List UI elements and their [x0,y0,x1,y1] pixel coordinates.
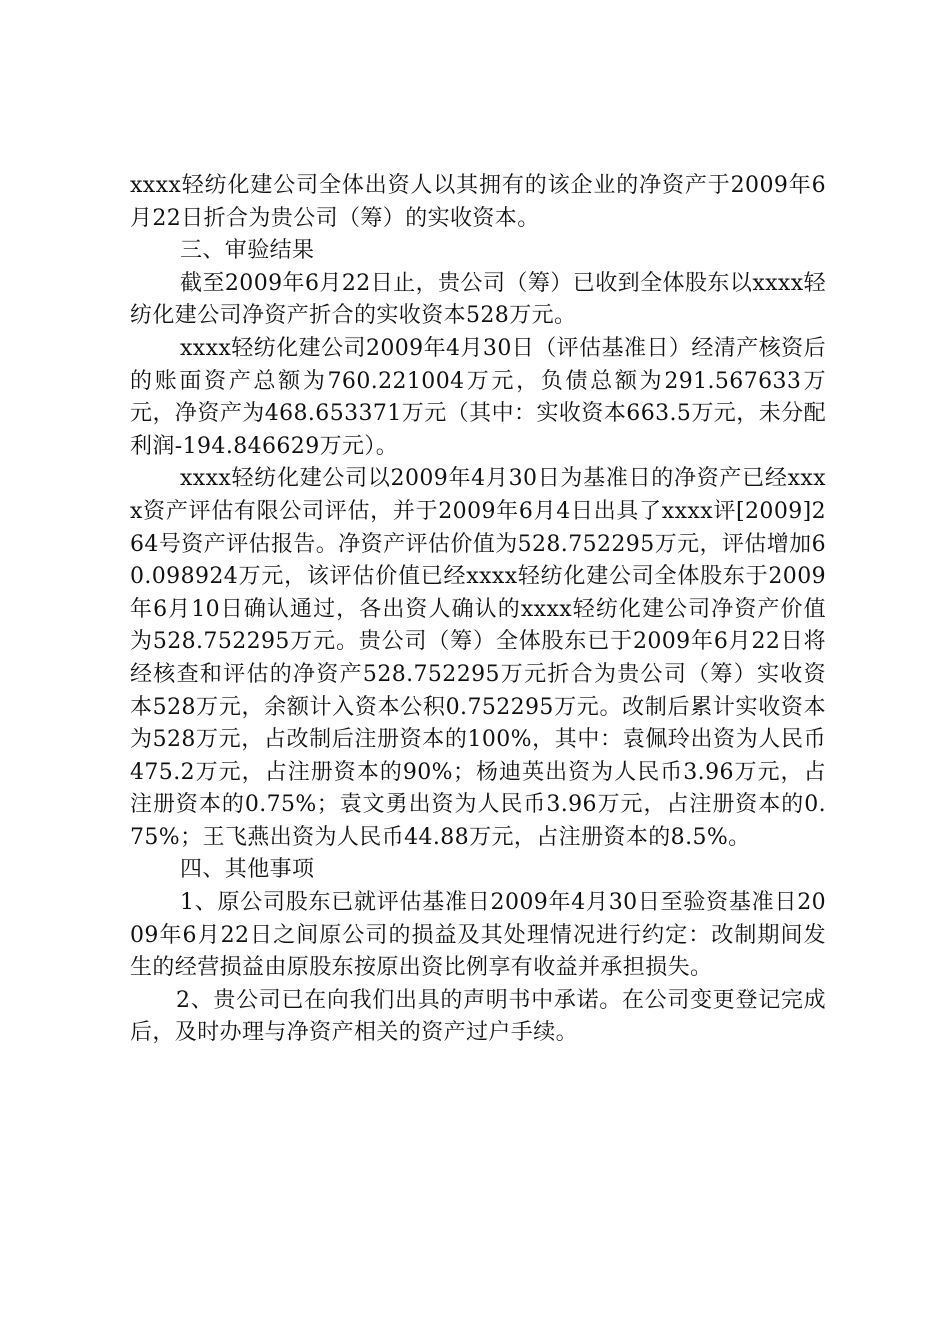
paragraph-received-capital: 截至2009年6月22日止，贵公司（筹）已收到全体股东以xxxx轻纺化建公司净资产折合的实收资本528万元。 [130,270,826,329]
paragraph-other-matter-2: 2、贵公司已在向我们出具的声明书中承诺。在公司变更登记完成后，及时办理与净资产相关的资产过户手续。 [130,987,826,1046]
document-body [130,170,826,1050]
paragraph-asset-verification: xxxx轻纺化建公司2009年4月30日（评估基准日）经清产核资后的账面资产总额为760.221004万元，负债总额为291.567633万元，净资产为468.653371万元（其中：实收资本663.5万元，未分配利润-194.846629万元）。 [130,335,826,459]
paragraph-valuation-details: xxxx轻纺化建公司以2009年4月30日为基准日的净资产已经xxxx资产评估有限公司评估，并于2009年6月4日出具了xxxx评[2009]264号资产评估报告。净资产评估价值为528.752295万元，评估增加60.098924万元，该评估价值已经xxxx轻纺化建公司全体股东于2009年6月10日确认通过，各出资人确认的xxxx轻纺化建公司净资产价值为528.752295万元。贵公司（筹）全体股东已于2009年6月22日将经核查和评估的净资产528.752295万元折合为贵公司（筹）实收资本528万元，余额计入资本公积0.752295万元。改制后累计实收资本为528万元，占改制后注册资本的100%，其中：袁佩玲出资为人民币475.2万元，占注册资本的90%；杨迪英出资为人民币3.96万元，占注册资本的0.75%；袁文勇出资为人民币3.96万元，占注册资本的0.75%；王飞燕出资为人民币44.88万元，占注册资本的8.5%。 [130,466,826,850]
paragraph-other-matter-1: 1、原公司股东已就评估基准日2009年4月30日至验资基准日2009年6月22日之间原公司的损益及其处理情况进行约定：改制期间发生的经营损益由原股东按原出资比例享有收益并承担损失。 [130,890,826,981]
paragraph-capital-contribution: xxxx轻纺化建公司全体出资人以其拥有的该企业的净资产于2009年6月22日折合为贵公司（筹）的实收资本。 [130,173,826,231]
section-heading-other-matters: 四、其他事项 [180,857,315,883]
section-heading-audit-result: 三、审验结果 [180,238,315,264]
